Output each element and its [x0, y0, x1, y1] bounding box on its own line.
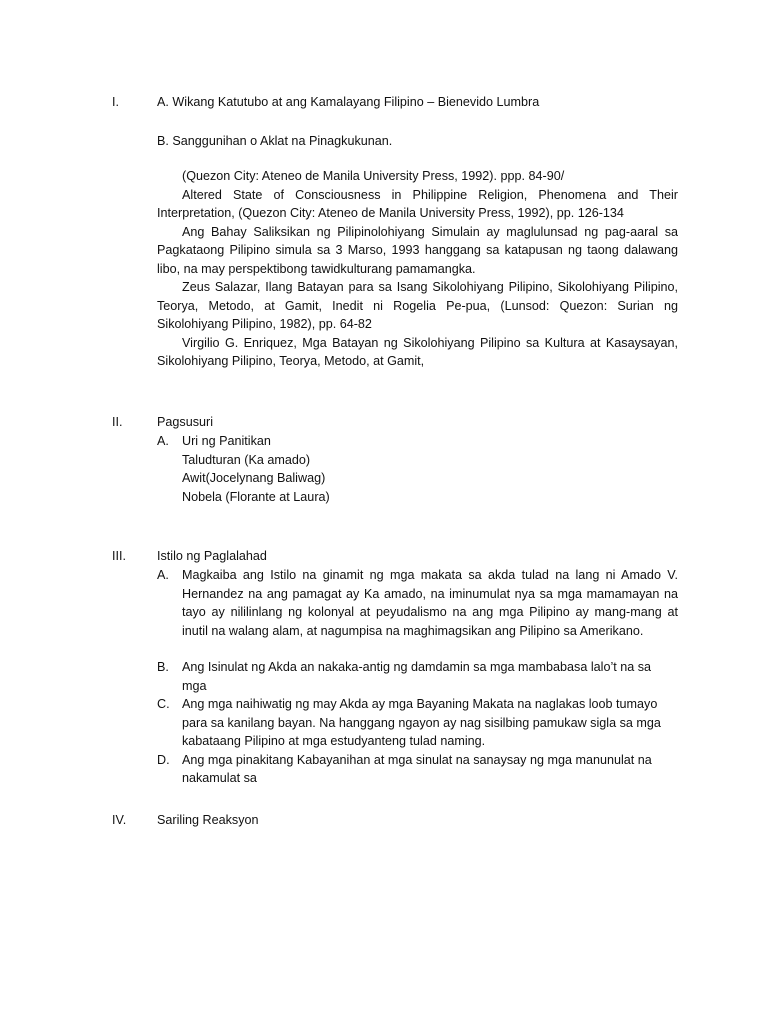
section-3-title: Istilo ng Paglalahad	[157, 549, 267, 563]
section-1-b-line: B. Sanggunihan o Aklat na Pinagkukunan.	[157, 134, 393, 148]
section-1-a-line: A. Wikang Katutubo at ang Kamalayang Filipino – Bienevido Lumbra	[157, 95, 540, 109]
reference-entry: Ang Bahay Saliksikan ng Pilipinolohiyang Simulain ay maglulunsad ng pag-aaral sa Pagkataong Pilipino simula sa 3 Marso, 1993 hanggang sa katapusan ng taong dalawang libo, na may perspektibong tawidkulturang pamamangka.	[157, 224, 678, 276]
section-numeral: IV.	[112, 813, 127, 827]
section-2-list	[157, 432, 678, 506]
section-numeral: II.	[112, 415, 123, 429]
list-letter: A.	[157, 568, 169, 582]
sub-item: Taludturan (Ka amado)	[182, 452, 311, 467]
list-item	[157, 658, 678, 695]
list-item	[157, 432, 678, 451]
reference-entry: (Quezon City: Ateneo de Manila University Press, 1992). ppp. 84-90/	[182, 169, 565, 183]
reference-list	[157, 167, 678, 371]
section-numeral: I.	[112, 95, 119, 109]
list-letter: C.	[157, 697, 170, 711]
section-3-list	[157, 566, 678, 788]
list-text: Ang mga naihiwatig ng may Akda ay mga Bayaning Makata na naglakas loob tumayo para sa kanilang bayan. Na hanggang ngayon ay nag sisilbing pamukaw sigla sa mga kabataang Pilipino at mga estudyanteng tulad naming.	[182, 697, 661, 748]
section-2-title: Pagsusuri	[157, 415, 214, 429]
sub-item: Awit(Jocelynang Baliwag)	[182, 471, 326, 485]
list-item	[157, 566, 678, 640]
list-text: Uri ng Panitikan	[182, 434, 271, 448]
list-item	[157, 695, 678, 751]
reference-entry: Zeus Salazar, Ilang Batayan para sa Isang Sikolohiyang Pilipino, Sikolohiyang Pilipino, Teorya, Metodo, at Gamit, Inedit ni Rogelia Pe-pua, (Lunsod: Quezon: Surian ng Sikolohiyang Pilipino, 1982), pp. 64-82	[157, 280, 678, 331]
list-letter: B.	[157, 660, 169, 674]
list-item	[157, 751, 678, 788]
list-letter: D.	[157, 752, 170, 767]
list-text: Ang mga pinakitang Kabayanihan at mga sinulat na sanaysay ng mga manunulat na nakamulat sa	[182, 752, 652, 785]
sub-item: Nobela (Florante at Laura)	[182, 489, 330, 504]
list-text: Magkaiba ang Istilo na ginamit ng mga makata sa akda tulad na lang ni Amado V. Hernandez na ang pamagat ay Ka amado, na iminumulat nya sa mga mamamayan na tayo ay nililinlang ng kolonyal at peyudalismo na ang mga Pilipino ay mang-mang at inutil na walang alam, at nagumpisa na maghimagsikan ang Pilipino sa Amerikano.	[182, 568, 678, 638]
section-numeral: III.	[112, 549, 126, 563]
reference-entry: Altered State of Consciousness in Philippine Religion, Phenomena and Their Interpretation, (Quezon City: Ateneo de Manila University Press, 1992), pp. 126-134	[157, 187, 678, 220]
list-text: Ang Isinulat ng Akda an nakaka-antig ng damdamin sa mga mambabasa lalo’t na sa mga	[182, 660, 652, 693]
section-4-title: Sariling Reaksyon	[157, 813, 259, 827]
list-letter: A.	[157, 434, 169, 448]
reference-entry: Virgilio G. Enriquez, Mga Batayan ng Sikolohiyang Pilipino sa Kultura at Kasaysayan, Sikolohiyang Pilipino, Teorya, Metodo, at Gamit,	[157, 335, 678, 368]
